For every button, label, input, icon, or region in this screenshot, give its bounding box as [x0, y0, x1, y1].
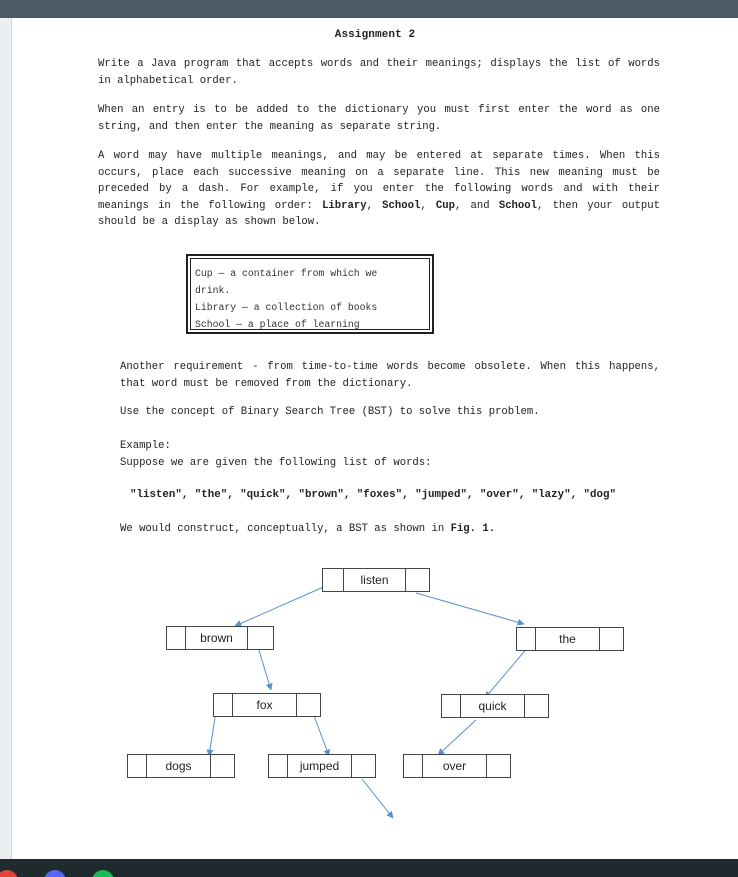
viewer-left-gutter [0, 18, 12, 860]
taskbar [0, 859, 738, 877]
edge-brown-fox [258, 647, 271, 690]
bst-node-dogs [127, 754, 235, 778]
paragraph-obsolete: Another requirement - from time-to-time words become obsolete. When this happens, that word must be removed from the dictionary. [120, 361, 660, 390]
bst-node-listen [322, 568, 430, 592]
node-divider [599, 628, 600, 650]
text: , then your output should be a display as shown below. [98, 199, 660, 229]
text: , [366, 199, 383, 212]
bst-node-jumped [268, 754, 376, 778]
edge-listen-brown [235, 585, 328, 626]
node-divider [405, 569, 406, 591]
word-library: Library [322, 199, 367, 212]
dictionary-line: School — a place of learning [195, 319, 360, 330]
word-school: School [382, 199, 421, 212]
node-label: quick [478, 699, 507, 713]
app-icon[interactable] [0, 870, 18, 877]
example-word-list: "listen", "the", "quick", "brown", "foxes", "jumped", "over", "lazy", "dog" [130, 489, 616, 501]
node-label: the [559, 632, 576, 646]
paragraph-bst: Use the concept of Binary Search Tree (BST) to solve this problem. [120, 406, 540, 418]
music-app-icon[interactable] [92, 870, 114, 877]
bst-node-over [403, 754, 511, 778]
text: , and [454, 199, 499, 212]
dictionary-line: Cup — a container from which we [195, 268, 378, 279]
bst-node-brown [166, 626, 274, 650]
dictionary-line: drink. [195, 285, 231, 296]
bst-node-the [516, 627, 624, 651]
edge-jumped-right [362, 779, 393, 818]
node-label: listen [360, 573, 389, 587]
node-divider [296, 694, 297, 716]
node-divider [486, 755, 487, 777]
window-top-bar [0, 0, 738, 18]
text: A word may have multiple meanings, and may be entered at separate times. When this occurs, place each successive meaning on a separate line. This new meaning must be preceded by a dash. For example, if you enter the following words and with their meanings in the following order: [98, 150, 660, 212]
edge-quick-over [438, 720, 476, 755]
node-label: jumped [299, 759, 340, 773]
edge-listen-the [416, 593, 524, 624]
example-label: Example: [120, 440, 171, 452]
bst-node-fox [213, 693, 321, 717]
node-divider [247, 627, 248, 649]
document-page [12, 18, 738, 859]
figure-ref: Fig. 1. [450, 523, 496, 535]
document-title: Assignment 2 [334, 29, 416, 41]
chat-app-icon[interactable] [44, 870, 66, 877]
node-label: over [442, 759, 467, 773]
bst-edges [12, 18, 738, 859]
node-label: brown [200, 631, 233, 645]
text: We would construct, conceptually, a BST as shown in [120, 523, 451, 535]
node-label: fox [256, 698, 273, 712]
text: , [420, 199, 436, 212]
node-divider [524, 695, 525, 717]
word-school: School [498, 199, 537, 212]
dictionary-line: Library — a collection of books [195, 302, 378, 313]
node-label: dogs [165, 759, 192, 773]
word-cup: Cup [435, 199, 455, 212]
edge-the-quick [485, 647, 528, 698]
paragraph-entry-rules: When an entry is to be added to the dictionary you must first enter the word as one string, and then enter the meaning as separate string. [98, 104, 660, 133]
bst-node-quick [441, 694, 549, 718]
example-intro: Suppose we are given the following list of words: [120, 457, 432, 469]
paragraph-intro: Write a Java program that accepts words and their meanings; displays the list of words in alphabetical order. [98, 58, 660, 87]
node-divider [210, 755, 211, 777]
node-divider [351, 755, 352, 777]
